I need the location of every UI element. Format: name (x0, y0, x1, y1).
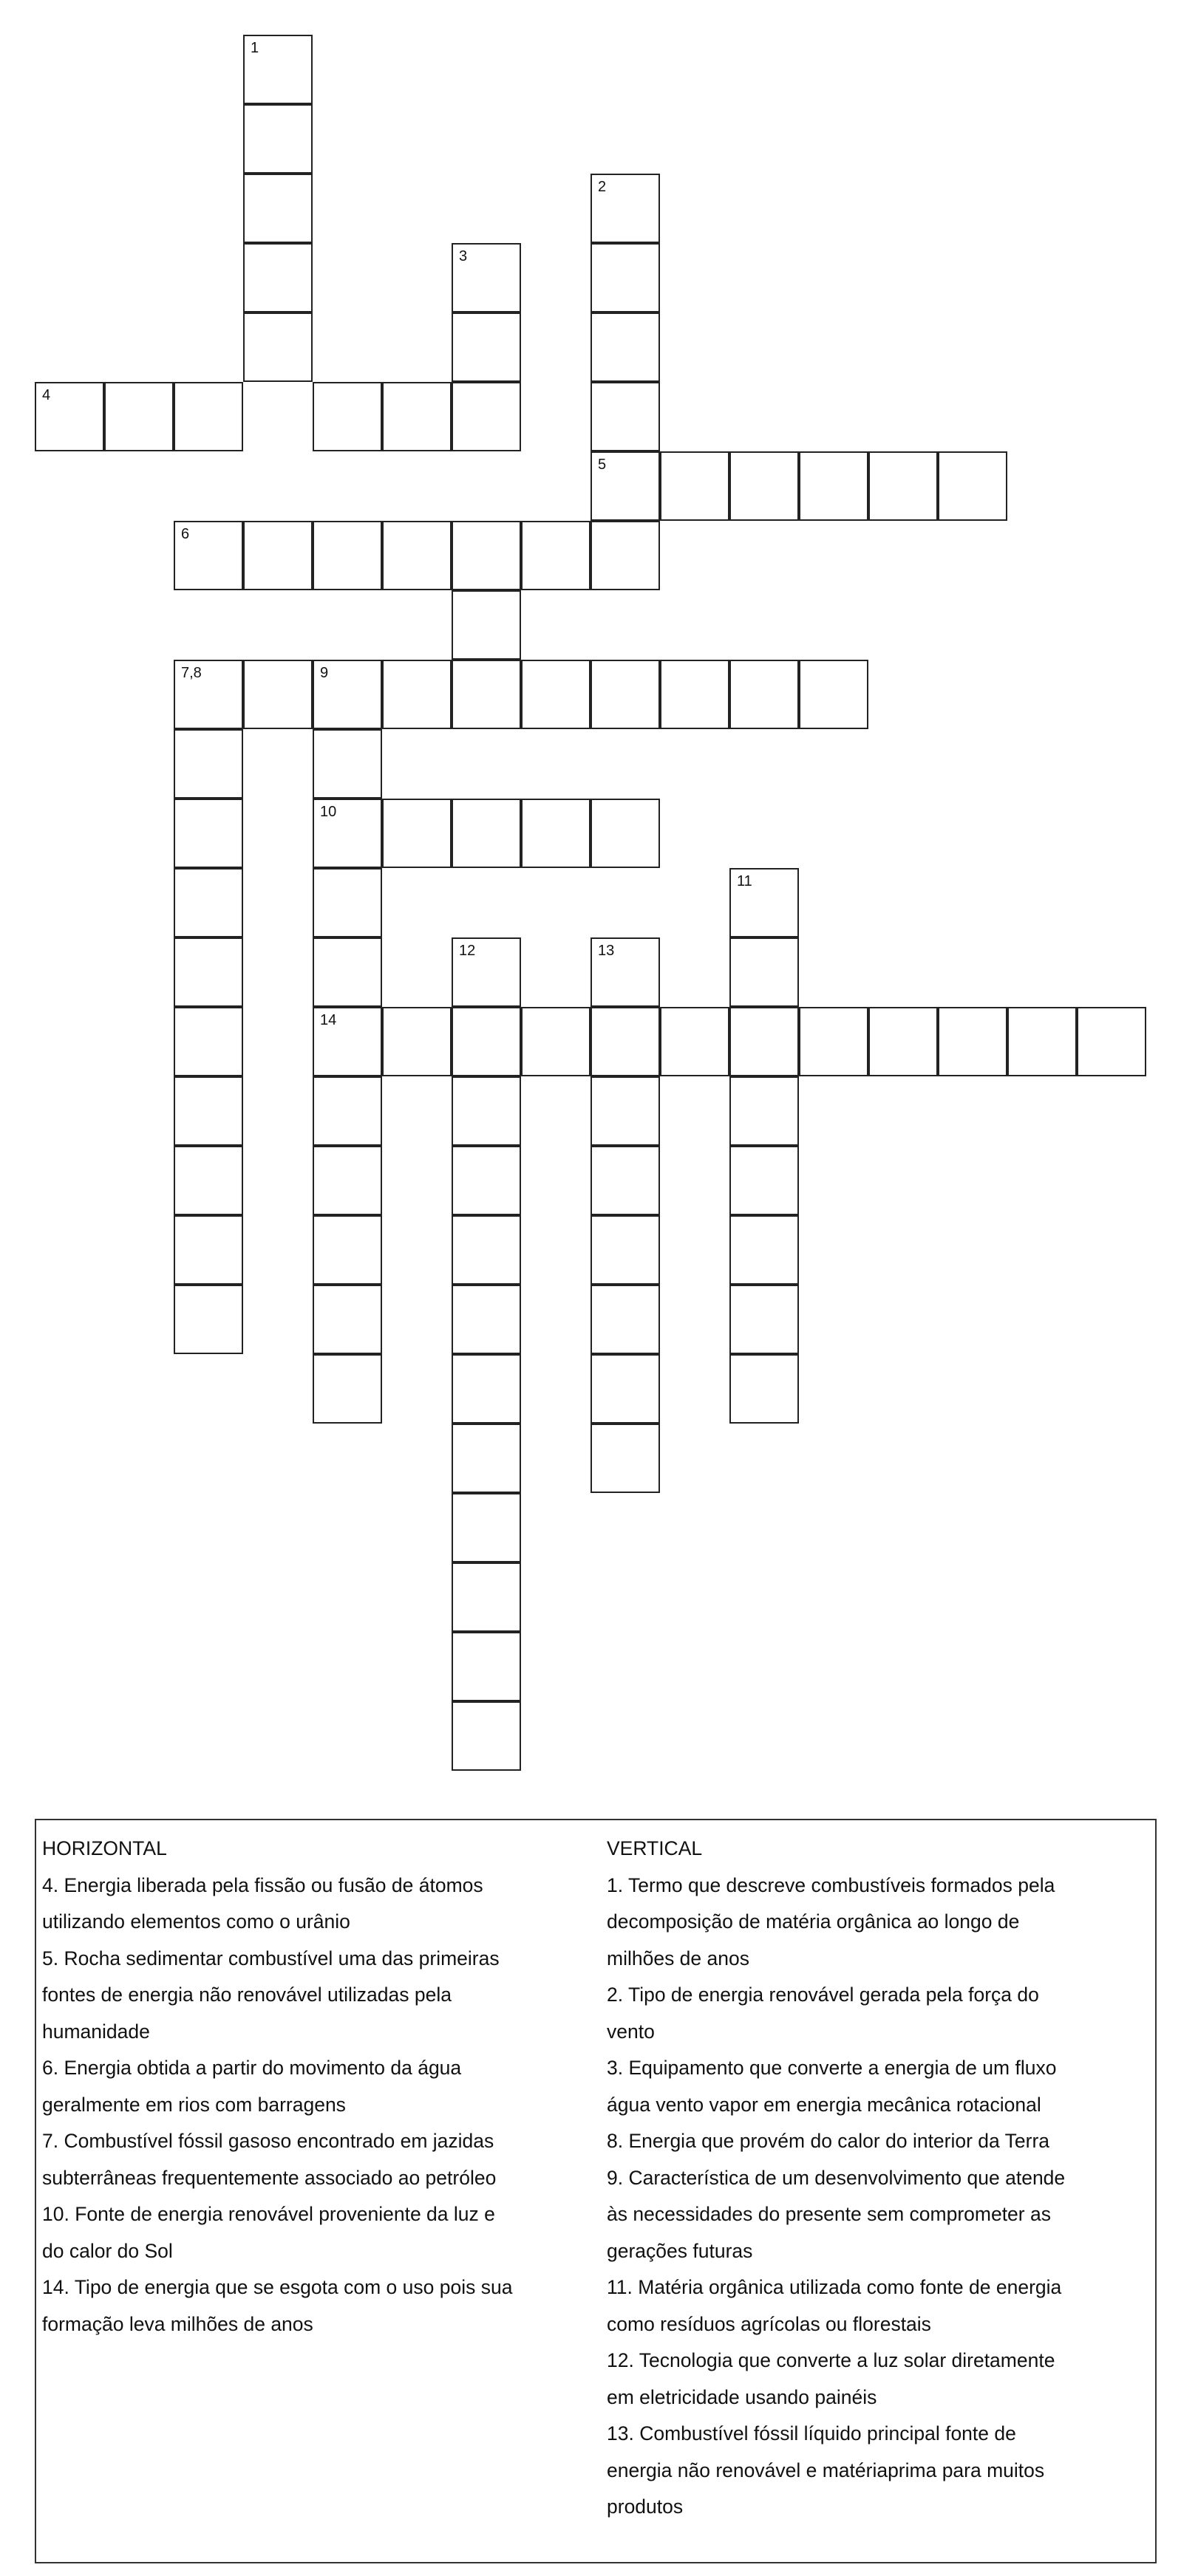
crossword-cell[interactable] (590, 382, 660, 451)
crossword-cell[interactable] (313, 729, 382, 799)
clue-line: 2. Tipo de energia renovável gerada pela força do (607, 1984, 1039, 2006)
clue-line: 7. Combustível fóssil gasoso encontrado em jazidas (42, 2130, 494, 2152)
crossword-cell[interactable] (729, 937, 799, 1007)
crossword-cell[interactable] (590, 521, 660, 590)
crossword-cell[interactable] (729, 660, 799, 729)
crossword-cell[interactable] (382, 521, 452, 590)
crossword-cell[interactable] (313, 1076, 382, 1146)
crossword-cell[interactable] (590, 1215, 660, 1285)
clue-line: 6. Energia obtida a partir do movimento da água (42, 2057, 462, 2079)
clue-line: 14. Tipo de energia que se esgota com o uso pois sua (42, 2276, 513, 2298)
crossword-cell[interactable] (313, 1215, 382, 1285)
crossword-cell[interactable] (799, 1007, 868, 1076)
crossword-cell[interactable] (452, 799, 521, 868)
clue-line: energia não renovável e matériaprima para muitos (607, 2459, 1045, 2481)
crossword-cell[interactable] (382, 660, 452, 729)
clue-line: gerações futuras (607, 2239, 753, 2262)
clue-line: formação leva milhões de anos (42, 2312, 313, 2335)
crossword-cell[interactable] (521, 799, 590, 868)
clue-line: em eletricidade usando painéis (607, 2385, 877, 2408)
crossword-cell[interactable] (521, 521, 590, 590)
crossword-cell[interactable] (590, 937, 660, 1007)
crossword-cell[interactable] (452, 1424, 521, 1493)
crossword-cell[interactable] (382, 382, 452, 451)
clue-line: como resíduos agrícolas ou florestais (607, 2312, 931, 2335)
crossword-cell[interactable] (1077, 1007, 1146, 1076)
crossword-cell[interactable] (452, 1076, 521, 1146)
crossword-cell[interactable] (452, 312, 521, 382)
crossword-cell[interactable] (452, 1285, 521, 1354)
crossword-cell[interactable] (1007, 1007, 1077, 1076)
clue-number: 2 (598, 179, 607, 195)
clue-line: 5. Rocha sedimentar combustível uma das primeiras (42, 1947, 500, 1969)
crossword-cell[interactable] (590, 1076, 660, 1146)
crossword-cell[interactable] (660, 1007, 729, 1076)
crossword-cell[interactable] (313, 382, 382, 451)
crossword-cell[interactable] (313, 1285, 382, 1354)
crossword-cell[interactable] (452, 382, 521, 451)
clue-line: milhões de anos (607, 1947, 749, 1969)
crossword-cell[interactable] (452, 521, 521, 590)
crossword-cell[interactable] (35, 382, 104, 451)
crossword-cell[interactable] (868, 451, 938, 521)
crossword-cell[interactable] (452, 1146, 521, 1215)
crossword-cell[interactable] (174, 660, 243, 729)
crossword-cell[interactable] (174, 1215, 243, 1285)
crossword-cell[interactable] (799, 660, 868, 729)
crossword-cell[interactable] (174, 1285, 243, 1354)
crossword-cell[interactable] (452, 660, 521, 729)
crossword-cell[interactable] (868, 1007, 938, 1076)
clue-line: 1. Termo que descreve combustíveis formados pela (607, 1873, 1055, 1896)
crossword-cell[interactable] (104, 382, 174, 451)
crossword-cell[interactable] (521, 1007, 590, 1076)
crossword-cell[interactable] (729, 1285, 799, 1354)
crossword-cell[interactable] (452, 1215, 521, 1285)
crossword-cell[interactable] (243, 243, 313, 312)
crossword-cell[interactable] (452, 1562, 521, 1632)
crossword-cell[interactable] (243, 521, 313, 590)
clues-box (35, 1819, 1157, 2563)
clue-line: geralmente em rios com barragens (42, 2093, 346, 2116)
clue-line: 13. Combustível fóssil líquido principal fonte de (607, 2422, 1016, 2445)
crossword-cell[interactable] (452, 1632, 521, 1701)
crossword-cell[interactable] (452, 1701, 521, 1771)
clue-line: humanidade (42, 2020, 150, 2043)
crossword-cell[interactable] (799, 451, 868, 521)
clue-number: 4 (42, 387, 51, 403)
clue-line: decomposição de matéria orgânica ao longo de (607, 1910, 1020, 1933)
crossword-cell[interactable] (174, 1007, 243, 1076)
vertical-clues (607, 1831, 1150, 2526)
crossword-cell[interactable] (313, 937, 382, 1007)
crossword-cell[interactable] (174, 729, 243, 799)
clue-number: 14 (320, 1012, 337, 1028)
clue-line: 8. Energia que provém do calor do interior da Terra (607, 2130, 1050, 2152)
clue-line: 11. Matéria orgânica utilizada como fonte de energia (607, 2276, 1062, 2298)
clue-number: 6 (181, 526, 190, 542)
crossword-cell[interactable] (729, 1215, 799, 1285)
crossword-cell[interactable] (452, 1354, 521, 1424)
crossword-cell[interactable] (729, 1354, 799, 1424)
crossword-cell[interactable] (729, 1146, 799, 1215)
crossword-cell[interactable] (590, 174, 660, 243)
crossword-cell[interactable] (590, 312, 660, 382)
crossword-cell[interactable] (590, 451, 660, 521)
crossword-cell[interactable] (174, 1146, 243, 1215)
clue-number: 12 (459, 943, 476, 959)
crossword-cell[interactable] (313, 521, 382, 590)
clue-line: vento (607, 2020, 655, 2043)
crossword-cell[interactable] (590, 243, 660, 312)
horizontal-clue-list (42, 1868, 589, 2343)
horizontal-heading: HORIZONTAL (42, 1837, 167, 1859)
crossword-cell[interactable] (243, 660, 313, 729)
crossword-cell[interactable] (729, 868, 799, 937)
clue-line: 10. Fonte de energia renovável proveniente da luz e (42, 2203, 495, 2225)
crossword-cell[interactable] (174, 1076, 243, 1146)
crossword-cell[interactable] (313, 799, 382, 868)
crossword-cell[interactable] (521, 660, 590, 729)
crossword-cell[interactable] (660, 451, 729, 521)
crossword-cell[interactable] (313, 1007, 382, 1076)
clue-line: subterrâneas frequentemente associado ao petróleo (42, 2166, 497, 2189)
clue-line: 12. Tecnologia que converte a luz solar diretamente (607, 2349, 1055, 2371)
clue-number: 10 (320, 804, 337, 820)
clue-line: água vento vapor em energia mecânica rotacional (607, 2093, 1041, 2116)
crossword-cell[interactable] (174, 799, 243, 868)
crossword-cell[interactable] (452, 590, 521, 660)
crossword-cell[interactable] (590, 1424, 660, 1493)
crossword-cell[interactable] (452, 1007, 521, 1076)
crossword-cell[interactable] (243, 312, 313, 382)
crossword-cell[interactable] (452, 243, 521, 312)
crossword-cell[interactable] (590, 1007, 660, 1076)
crossword-cell[interactable] (313, 660, 382, 729)
crossword-cell[interactable] (590, 1285, 660, 1354)
crossword-cell[interactable] (590, 660, 660, 729)
crossword-cell[interactable] (313, 1146, 382, 1215)
crossword-cell[interactable] (729, 1076, 799, 1146)
clue-number: 5 (598, 457, 607, 473)
crossword-cell[interactable] (313, 1354, 382, 1424)
crossword-cell[interactable] (243, 104, 313, 174)
crossword-cell[interactable] (382, 1007, 452, 1076)
crossword-cell[interactable] (243, 35, 313, 104)
horizontal-clues (42, 1831, 589, 2343)
crossword-cell[interactable] (452, 1493, 521, 1562)
vertical-clue-list (607, 1868, 1150, 2526)
crossword-cell[interactable] (660, 660, 729, 729)
clue-line: produtos (607, 2495, 684, 2518)
clue-number: 9 (320, 665, 329, 681)
clue-number: 13 (598, 943, 615, 959)
clue-line: 9. Característica de um desenvolvimento que atende (607, 2166, 1066, 2189)
clue-number: 7,8 (181, 665, 202, 681)
crossword-cell[interactable] (590, 799, 660, 868)
clue-number: 1 (251, 40, 259, 56)
clue-line: 3. Equipamento que converte a energia de um fluxo (607, 2057, 1057, 2079)
crossword-cell[interactable] (382, 799, 452, 868)
clue-number: 11 (737, 873, 752, 889)
crossword-cell[interactable] (590, 1146, 660, 1215)
clue-line: utilizando elementos como o urânio (42, 1910, 350, 1933)
crossword-cell[interactable] (590, 1354, 660, 1424)
clue-line: do calor do Sol (42, 2239, 173, 2262)
clue-line: fontes de energia não renovável utilizadas pela (42, 1984, 452, 2006)
clue-line: às necessidades do presente sem comprometer as (607, 2203, 1051, 2225)
crossword-cell[interactable] (174, 521, 243, 590)
crossword-cell[interactable] (938, 451, 1007, 521)
crossword-cell[interactable] (313, 868, 382, 937)
crossword-cell[interactable] (174, 868, 243, 937)
crossword-cell[interactable] (243, 174, 313, 243)
crossword-cell[interactable] (938, 1007, 1007, 1076)
crossword-cell[interactable] (174, 937, 243, 1007)
clue-number: 3 (459, 248, 468, 264)
vertical-heading: VERTICAL (607, 1837, 703, 1859)
clue-line: 4. Energia liberada pela fissão ou fusão de átomos (42, 1873, 483, 1896)
crossword-cell[interactable] (729, 451, 799, 521)
crossword-cell[interactable] (174, 382, 243, 451)
crossword-cell[interactable] (729, 1007, 799, 1076)
crossword-cell[interactable] (452, 937, 521, 1007)
